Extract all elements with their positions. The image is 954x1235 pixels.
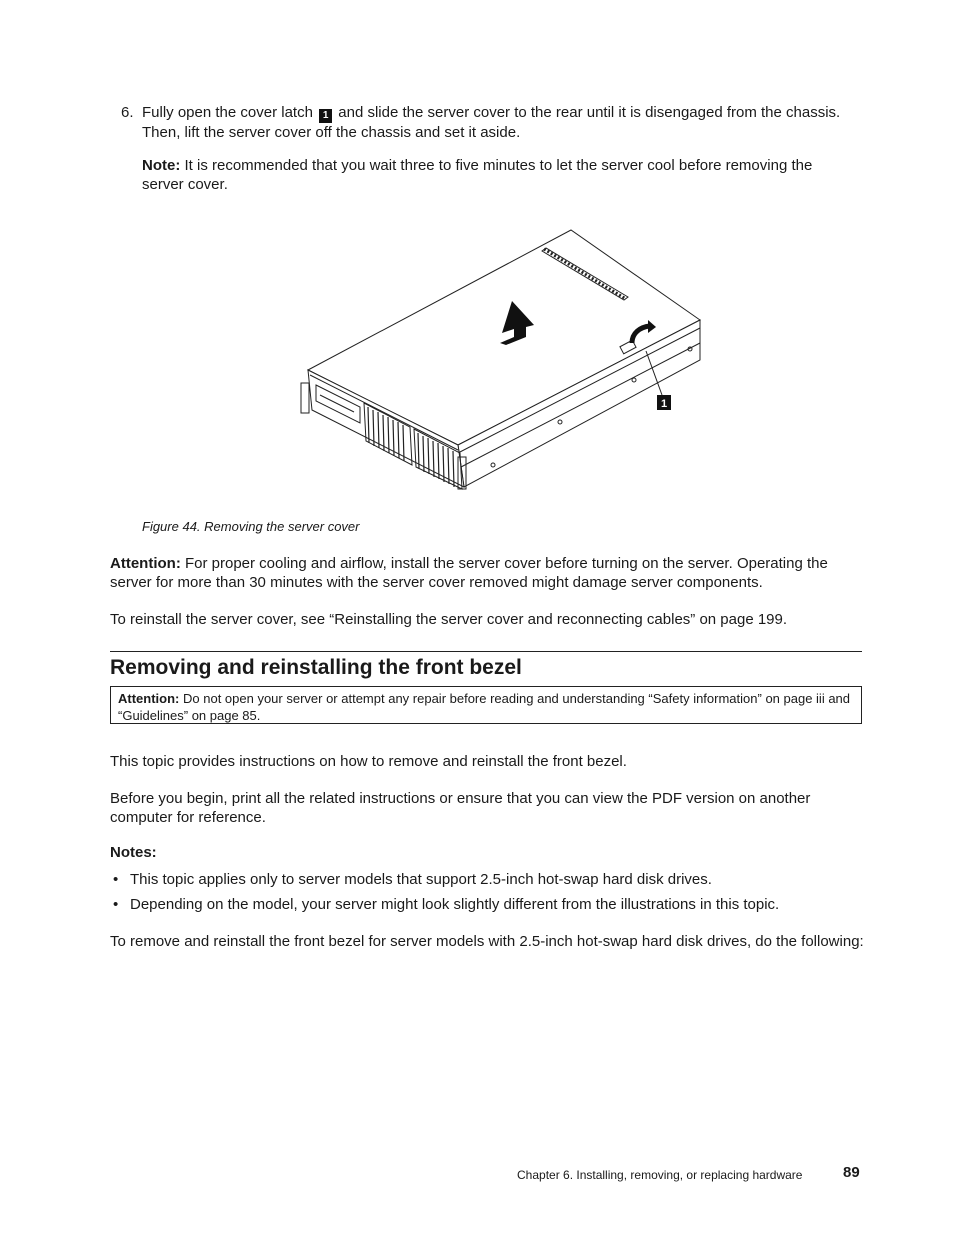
step-text xyxy=(142,103,866,142)
note-label: Note: xyxy=(142,157,181,174)
figure-caption: Figure 44. Removing the server cover xyxy=(142,519,360,534)
note xyxy=(142,156,842,194)
bullet-icon: • xyxy=(113,871,119,888)
notes-label xyxy=(110,843,865,862)
note-text: It is recommended that you wait three to five minutes to let the server cool before removing the server cover. xyxy=(142,157,813,193)
figure-server-cover xyxy=(298,225,702,500)
attention-text: For proper cooling and airflow, install the server cover before turning on the server. Operating the server for more than 30 minutes with the server cover removed might damage server components. xyxy=(110,555,828,591)
reinstall-paragraph: To reinstall the server cover, see “Reinstalling the server cover and reconnecting cables” on page 199. xyxy=(110,611,788,628)
notes-label-text: Notes: xyxy=(110,844,157,861)
list-item-text: Depending on the model, your server might look slightly different from the illustrations in this topic. xyxy=(130,896,780,913)
step-text-before: Fully open the cover latch xyxy=(142,104,313,121)
figure-callout-label: 1 xyxy=(660,398,668,410)
attention-paragraph xyxy=(110,554,865,592)
bullet-icon: • xyxy=(113,896,119,913)
attention-box-text: Do not open your server or attempt any repair before reading and understanding “Safety information” on page iii and “Guidelines” on page 85. xyxy=(118,691,851,723)
intro-paragraph: This topic provides instructions on how to remove and reinstall the front bezel. xyxy=(110,753,627,770)
section-rule xyxy=(110,651,862,652)
list-item-text: This topic applies only to server models that support 2.5-inch hot-swap hard disk drives. xyxy=(130,871,712,888)
attention-label: Attention: xyxy=(110,555,181,572)
step-number: 6. xyxy=(121,104,134,121)
attention-box xyxy=(110,686,862,724)
server-illustration xyxy=(298,225,702,500)
footer-chapter: Chapter 6. Installing, removing, or replacing hardware xyxy=(517,1168,803,1182)
step-text-after: and slide the server cover to the rear until it is disengaged from the chassis. Then, lift the server cover off the chassis and set it aside. xyxy=(142,104,841,141)
callout-1-icon: 1 xyxy=(319,109,332,123)
before-paragraph: Before you begin, print all the related instructions or ensure that you can view the PDF version on another computer for reference. xyxy=(110,790,811,826)
attention-box-label: Attention: xyxy=(118,691,180,706)
section-heading: Removing and reinstalling the front bezel xyxy=(110,656,522,679)
closing-paragraph: To remove and reinstall the front bezel for server models with 2.5-inch hot-swap hard disk drives, do the following: xyxy=(110,933,864,950)
page-number: 89 xyxy=(843,1164,860,1181)
